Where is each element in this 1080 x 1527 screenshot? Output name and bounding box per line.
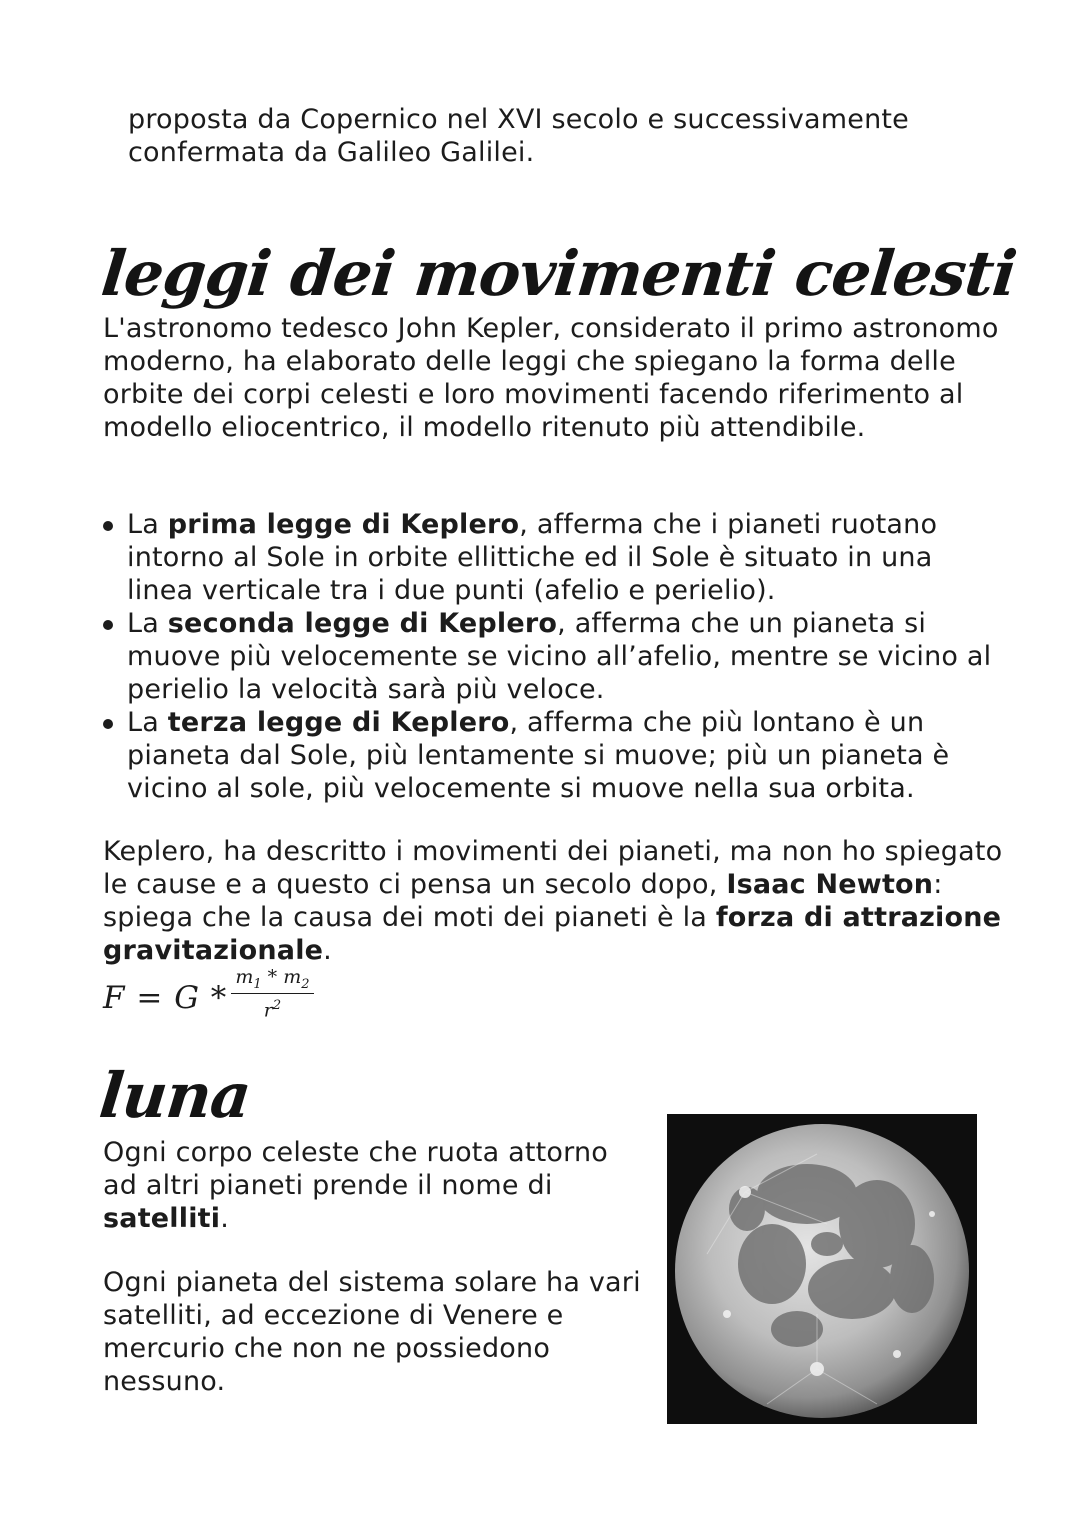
moon-icon bbox=[667, 1114, 977, 1424]
list-item: La prima legge di Keplero, afferma che i pianeti ruotano intorno al Sole in orbite ellittiche ed il Sole è situato in una linea verticale tra i due punti (afelio e perielio). bbox=[103, 508, 1003, 607]
section-title-leggi: leggi dei movimenti celesti bbox=[98, 237, 1020, 310]
kepler-laws-list bbox=[103, 508, 1003, 805]
satelliti-paragraph: Ogni corpo celeste che ruota attorno ad altri pianeti prende il nome di satelliti. bbox=[103, 1137, 608, 1234]
pianeti-paragraph: Ogni pianeta del sistema solare ha vari satelliti, ad eccezione di Venere e mercurio che non ne possiedono nessuno. bbox=[103, 1267, 641, 1397]
bullet-icon bbox=[103, 719, 113, 729]
law-name: terza legge di Keplero bbox=[167, 707, 510, 738]
law-name: seconda legge di Keplero bbox=[167, 608, 558, 639]
bullet-icon bbox=[103, 521, 113, 531]
list-item: La terza legge di Keplero, afferma che più lontano è un pianeta dal Sole, più lentamente si muove; più un pianeta è vicino al sole, più velocemente si muove nella sua orbita. bbox=[103, 706, 1003, 805]
formula-denominator: $r^2$ bbox=[263, 997, 282, 1022]
intro-paragraph: proposta da Copernico nel XVI secolo e successivamente confermata da Galileo Galilei. bbox=[128, 104, 909, 168]
formula-numerator: $m_1 * m_2$ bbox=[231, 966, 313, 994]
formula-fraction bbox=[231, 966, 313, 1021]
moon-image bbox=[667, 1114, 977, 1424]
list-item: La seconda legge di Keplero, afferma che un pianeta si muove più velocemente se vicino all’afelio, mentre se vicino al perielio la velocità sarà più veloce. bbox=[103, 607, 1003, 706]
section-title-luna: luna bbox=[96, 1059, 254, 1132]
newton-paragraph: Keplero, ha descritto i movimenti dei pianeti, ma non ho spiegato le cause e a questo ci pensa un secolo dopo, Isaac Newton: spiega che la causa dei moti dei pianeti è la forza di attrazione gravitazionale. bbox=[103, 836, 1003, 966]
gravitation-formula bbox=[103, 966, 314, 1028]
formula-lhs: F = G * bbox=[103, 980, 228, 1016]
bullet-icon bbox=[103, 620, 113, 630]
kepler-paragraph: L'astronomo tedesco John Kepler, considerato il primo astronomo moderno, ha elaborato delle leggi che spiegano la forma delle orbite dei corpi celesti e loro movimenti facendo riferimento al modello eliocentrico, il modello ritenuto più attendibile. bbox=[103, 313, 999, 443]
law-name: prima legge di Keplero bbox=[167, 509, 520, 540]
